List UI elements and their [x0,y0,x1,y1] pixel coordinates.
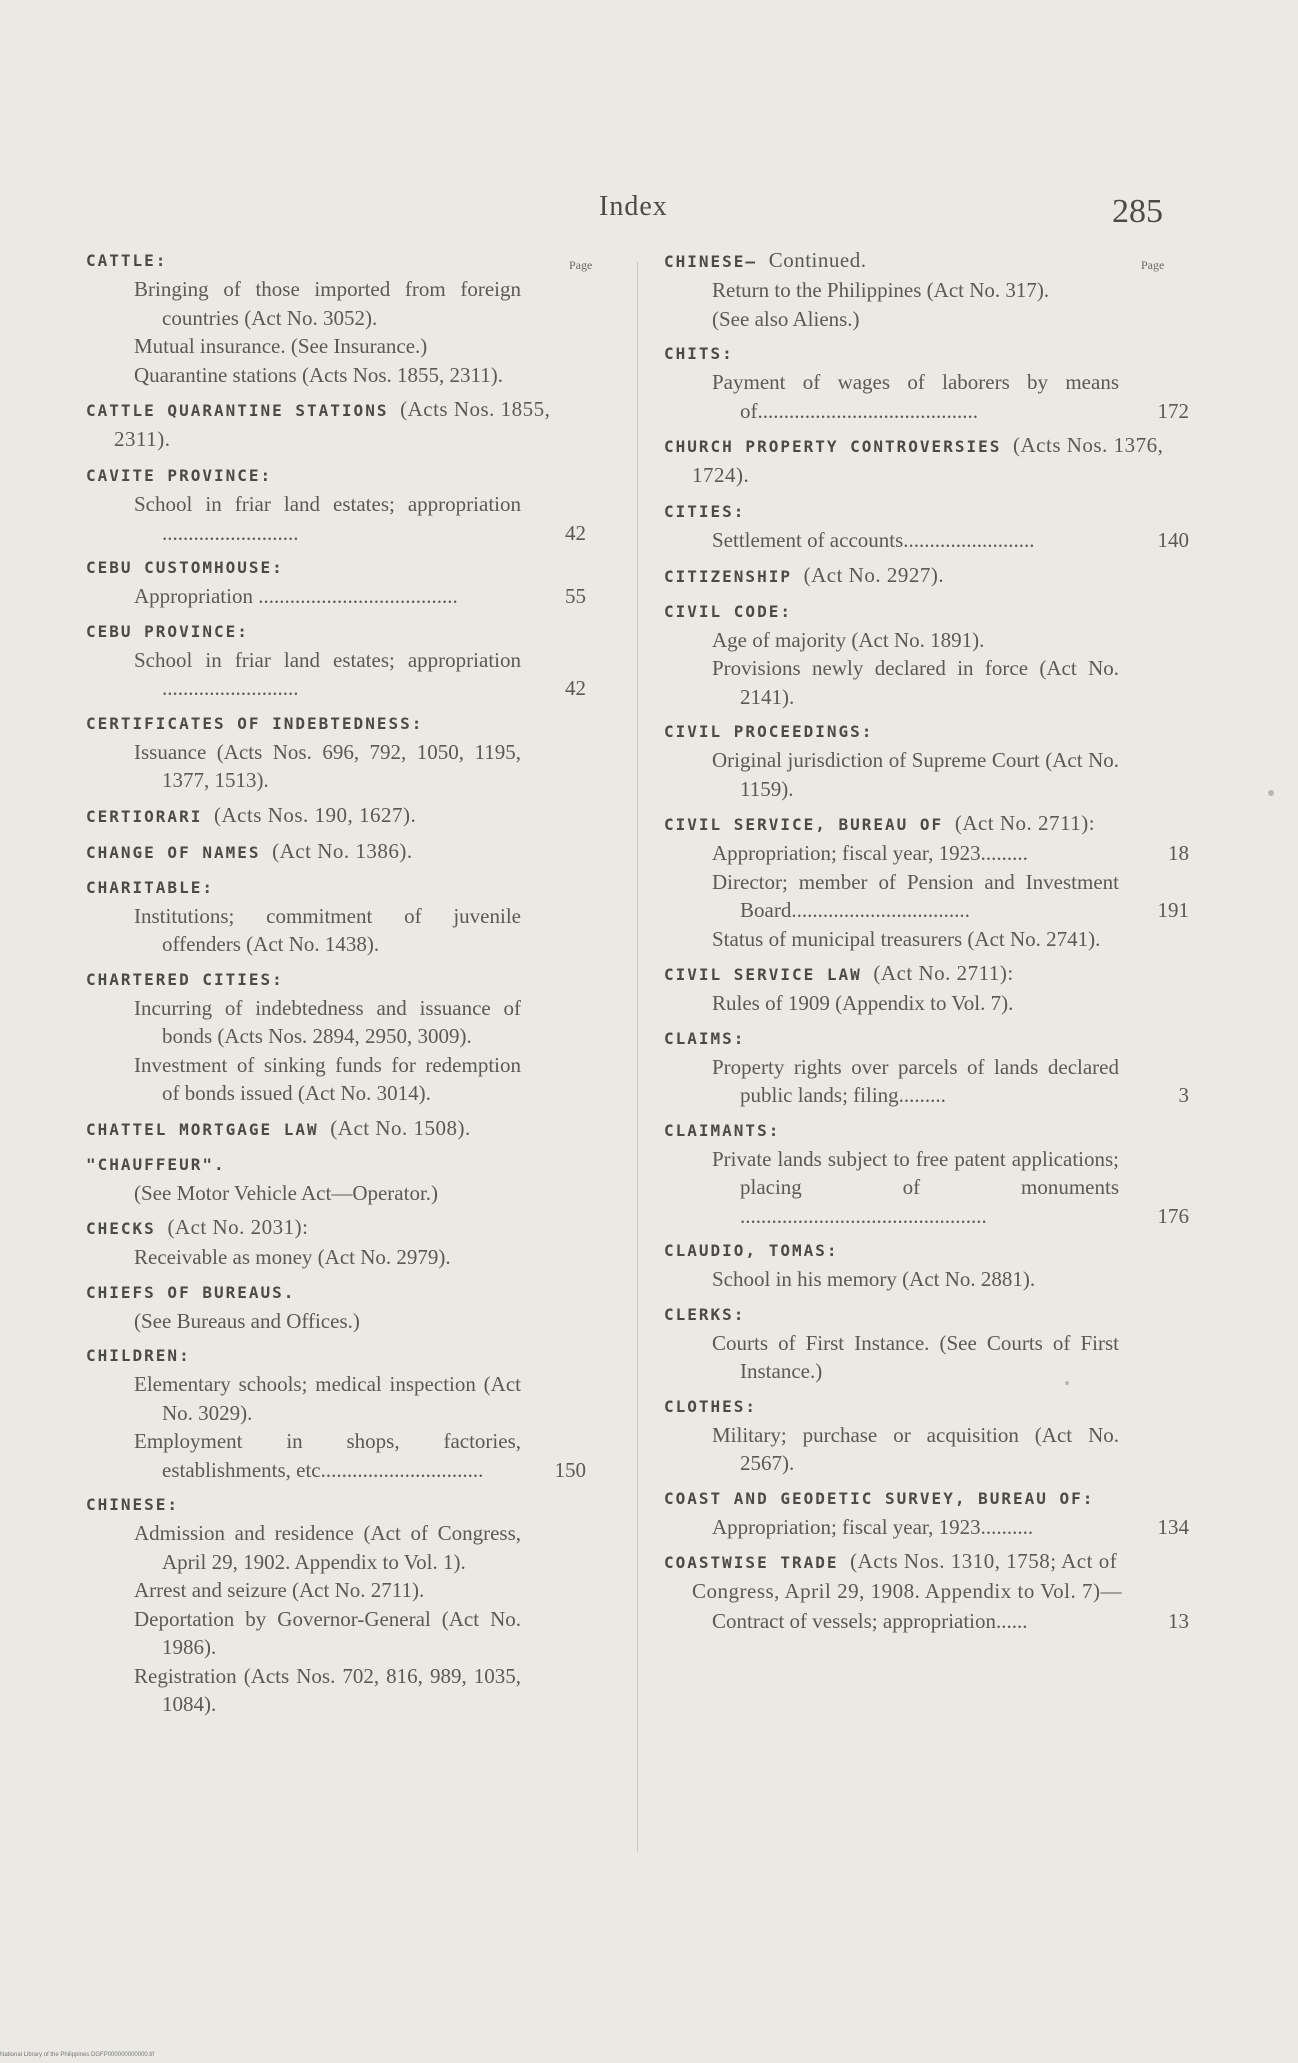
entry-heading-text: CEBU CUSTOMHOUSE: [86,558,284,577]
entry-heading-text: CAVITE PROVINCE: [86,466,273,485]
entry-heading [86,1213,586,1243]
index-entry [664,959,1189,1018]
entry-heading [664,1236,1189,1265]
sub-entry [664,868,1189,925]
sub-entry-page-ref: 150 [554,1457,586,1482]
index-entry [664,561,1189,591]
sub-entry-text: Institutions; commitment of juvenile offenders (Act No. 1438). [134,903,521,956]
sub-entry [664,1607,1189,1636]
index-entry [86,1278,586,1336]
sub-entry [86,994,586,1051]
column-divider [637,262,638,1852]
index-entry [664,1236,1189,1294]
sub-entry-text: Registration (Acts Nos. 702, 816, 989, 1035, 1084). [134,1663,521,1716]
sub-entry [86,1519,586,1576]
index-entry [664,1024,1189,1110]
right-column [664,246,1189,1642]
entry-heading-text: CIVIL SERVICE, BUREAU OF [664,815,944,834]
entry-heading-text: CHITS: [664,344,734,363]
entry-heading-reference: (Act No. 2711): [873,961,1014,985]
entry-heading [664,1392,1189,1421]
sub-entry-text: Payment of wages of laborers by means of.......................................... [712,370,1119,423]
entry-heading [86,553,586,582]
entry-heading-reference: Continued. [768,248,867,272]
entry-heading-reference: (Acts Nos. 1855, 2311). [114,397,551,451]
entry-heading-text: CHINESE— [664,252,758,271]
index-entry [86,246,586,389]
sub-entry-text: Arrest and seizure (Act No. 2711). [134,1578,425,1602]
entry-heading [664,597,1189,626]
entry-heading [664,1547,1189,1607]
index-entry [664,1116,1189,1231]
sub-entry [664,1513,1189,1542]
entry-heading [86,1278,586,1307]
entry-heading-text: CIVIL PROCEEDINGS: [664,722,874,741]
sub-entry [86,1605,586,1662]
entry-heading [86,1150,586,1179]
index-entry [664,1484,1189,1542]
sub-entry [664,1053,1189,1110]
sub-entry-text: Provisions newly declared in force (Act No. 2141). [712,656,1119,709]
entry-heading [86,461,586,490]
sub-entry-text: Contract of vessels; appropriation...... [712,1609,1028,1633]
sub-entry [86,1576,586,1605]
sub-entry [86,1307,586,1336]
running-head: Index [599,191,668,222]
sub-entry-text: Bringing of those imported from foreign countries (Act No. 3052). [134,277,521,330]
sub-entry [664,276,1189,305]
entry-heading [86,801,586,831]
entry-heading-text: CHILDREN: [86,1346,191,1365]
entry-heading [664,497,1189,526]
sub-entry-text: (See Motor Vehicle Act—Operator.) [134,1180,439,1205]
entry-heading [664,1300,1189,1329]
sub-entry-page-ref: 191 [1157,898,1189,922]
entry-heading [86,709,586,738]
index-entry [664,1300,1189,1386]
sub-entry [86,490,586,547]
sub-entry [664,839,1189,868]
sub-entry-text: School in friar land estates; appropriation .......................... [134,492,521,545]
page-smudge [1268,790,1274,796]
index-entry [86,1213,586,1272]
entry-heading-text: CHURCH PROPERTY CONTROVERSIES [664,437,1002,456]
entry-heading-text: CHATTEL MORTGAGE LAW [86,1119,319,1139]
sub-entry-text: Original jurisdiction of Supreme Court (Act No. 1159). [712,748,1119,801]
entry-heading [86,617,586,646]
index-entry [86,1490,586,1719]
sub-entry [86,1051,586,1108]
sub-entry-text: Admission and residence (Act of Congress, April 29, 1902. Appendix to Vol. 1). [134,1521,521,1574]
sub-entry-page-ref: 13 [1168,1609,1189,1633]
index-entry [86,553,586,611]
sub-entry-text: Director; member of Pension and Investment Board.................................. [712,869,1119,922]
entry-heading-text: "CHAUFFEUR". [86,1154,226,1174]
entry-heading [664,809,1189,839]
sub-entry [86,1179,586,1208]
sub-entry [86,1243,586,1272]
entry-heading-reference: (Act No. 2711): [954,811,1096,835]
entry-heading [86,873,586,902]
sub-entry [86,1427,586,1484]
sub-entry-text: Investment of sinking funds for redemption of bonds issued (Act No. 3014). [134,1052,521,1105]
entry-heading [664,959,1189,989]
sub-entry [86,902,586,959]
index-entry [664,717,1189,803]
entry-heading-reference: (Act No. 2927). [803,562,945,587]
sub-entry-text: Military; purchase or acquisition (Act No. 2567). [712,1422,1119,1475]
sub-entry [664,1145,1189,1231]
sub-entry-page-ref: 18 [1168,841,1189,865]
entry-heading-text: CIVIL SERVICE LAW [664,965,862,984]
index-entry [86,1341,586,1484]
entry-heading-text: CLOTHES: [664,1396,758,1416]
entry-heading-reference: (Act No. 2031): [167,1215,309,1239]
entry-heading-text: CHIEFS OF BUREAUS. [86,1282,296,1302]
sub-entry [86,361,586,390]
sub-entry [664,1329,1189,1386]
entry-heading-reference: (Act No. 1508). [330,1115,471,1140]
entry-heading-text: CATTLE QUARANTINE STATIONS [86,401,389,420]
left-column [86,246,586,1725]
sub-entry-page-ref: 134 [1157,1514,1189,1539]
sub-entry [664,1265,1189,1294]
entry-heading-reference: (Act No. 1386). [272,838,413,863]
sub-entry-text: Appropriation; fiscal year, 1923.......... [712,1514,1034,1539]
entry-heading-text: CATTLE: [86,251,168,270]
entry-heading-text: CHECKS [86,1219,156,1238]
index-entry [664,597,1189,712]
sub-entry [664,305,1189,334]
entry-heading-text: CERTIFICATES OF INDEBTEDNESS: [86,713,424,733]
sub-entry-text: Employment in shops, factories, establishments, etc............................... [134,1429,521,1482]
index-entry [664,1392,1189,1478]
sub-entry-text: Receivable as money (Act No. 2979). [134,1245,451,1269]
entry-heading [664,431,1189,491]
sub-entry-text: (See Bureaus and Offices.) [134,1308,360,1333]
index-entry [86,837,586,867]
sub-entry [664,1421,1189,1478]
page-number: 285 [1112,193,1163,230]
sub-entry-text: Private lands subject to free patent applications; placing of monuments ............................................... [712,1146,1119,1228]
sub-entry [86,738,586,795]
sub-entry [664,368,1189,425]
entry-heading-text: CIVIL CODE: [664,601,792,621]
index-entry [664,246,1189,333]
entry-heading-text: CHARTERED CITIES: [86,969,284,989]
page-smudge [1065,1381,1069,1385]
sub-entry-page-ref: 172 [1157,398,1189,423]
index-entry [664,431,1189,491]
entry-heading-text: CERTIORARI [86,806,203,826]
index-entry [664,497,1189,555]
entry-heading-text: COASTWISE TRADE [664,1553,839,1572]
sub-entry-page-ref: 42 [565,676,586,700]
sub-entry-text: Elementary schools; medical inspection (Act No. 3029). [134,1372,521,1425]
sub-entry-page-ref: 3 [1178,1083,1189,1107]
sub-entry [86,1370,586,1427]
sub-entry [664,746,1189,803]
sub-entry-page-ref: 42 [565,520,586,545]
scan-footer: National Library of the Philippines DGFP000000000000.tif [0,2052,155,2058]
entry-heading [664,1024,1189,1053]
index-entry [86,461,586,547]
sub-entry [664,989,1189,1018]
index-entry [86,617,586,703]
sub-entry-text: Settlement of accounts......................... [712,528,1035,552]
sub-entry-text: Quarantine stations (Acts Nos. 1855, 2311). [134,362,503,387]
entry-heading [664,246,1189,276]
sub-entry-text: Courts of First Instance. (See Courts of First Instance.) [712,1330,1119,1383]
entry-heading-text: CHANGE OF NAMES [86,842,261,862]
sub-entry-text: Rules of 1909 (Appendix to Vol. 7). [712,991,1014,1015]
entry-heading [664,717,1189,746]
sub-entry-text: Age of majority (Act No. 1891). [712,627,985,652]
sub-entry [86,275,586,332]
sub-entry-text: (See also Aliens.) [712,306,860,331]
sub-entry-text: School in his memory (Act No. 2881). [712,1267,1036,1291]
index-entry [86,873,586,959]
sub-entry-page-ref: 176 [1157,1203,1189,1228]
sub-entry-text: Property rights over parcels of lands declared public lands; filing......... [712,1054,1119,1107]
sub-entry [664,925,1189,954]
sub-entry-text: Return to the Philippines (Act No. 317). [712,278,1050,302]
entry-heading-text: CLERKS: [664,1304,746,1324]
sub-entry [86,332,586,361]
index-entry [664,809,1189,953]
entry-heading-text: CLAIMANTS: [664,1120,781,1140]
page-column-label-right: Page [1141,258,1165,272]
sub-entry-text: Appropriation ...................................... [134,584,458,608]
sub-entry-text: Incurring of indebtedness and issuance of bonds (Acts Nos. 2894, 2950, 3009). [134,995,521,1048]
index-entry [86,1150,586,1208]
entry-heading-text: CHARITABLE: [86,877,214,897]
entry-heading [86,965,586,994]
index-entry [86,709,586,795]
entry-heading-text: CLAUDIO, TOMAS: [664,1241,839,1260]
entry-heading [664,1116,1189,1145]
index-entry [86,395,586,455]
sub-entry-text: Deportation by Governor-General (Act No. 1986). [134,1606,521,1659]
entry-heading-text: CLAIMS: [664,1028,746,1048]
entry-heading-text: CITIES: [664,502,746,521]
sub-entry-text: Appropriation; fiscal year, 1923......... [712,841,1028,865]
index-entry [664,1547,1189,1636]
entry-heading [664,339,1189,368]
sub-entry-text: Mutual insurance. (See Insurance.) [134,334,428,358]
sub-entry [664,526,1189,555]
entry-heading-text: CEBU PROVINCE: [86,621,249,641]
index-entry [86,965,586,1108]
entry-heading [86,1114,586,1144]
entry-heading-reference: (Acts Nos. 1376, 1724). [692,433,1164,487]
index-entry [664,339,1189,425]
index-entry [86,1114,586,1144]
sub-entry [86,1662,586,1719]
index-entry [86,801,586,831]
sub-entry [86,582,586,611]
entry-heading [86,395,586,455]
sub-entry-text: Issuance (Acts Nos. 696, 792, 1050, 1195, 1377, 1513). [134,739,521,792]
sub-entry [86,646,586,703]
page-column-label-left: Page [569,258,593,272]
entry-heading [86,837,586,867]
sub-entry-page-ref: 55 [565,584,586,608]
entry-heading-text: CITIZENSHIP [664,566,792,586]
entry-heading-reference: (Acts Nos. 190, 1627). [213,802,417,827]
entry-heading [664,1484,1189,1513]
sub-entry-text: School in friar land estates; appropriation .......................... [134,647,521,700]
entry-heading [86,1490,586,1519]
entry-heading-text: CHINESE: [86,1495,180,1514]
entry-heading-reference: (Acts Nos. 1310, 1758; Act of Congress, April 29, 1908. Appendix to Vol. 7)— [692,1549,1122,1603]
entry-heading-text: COAST AND GEODETIC SURVEY, BUREAU OF: [664,1488,1095,1508]
sub-entry-page-ref: 140 [1157,528,1189,552]
entry-heading [664,561,1189,591]
sub-entry [664,654,1189,711]
sub-entry-text: Status of municipal treasurers (Act No. 2741). [712,926,1101,951]
sub-entry [664,626,1189,655]
entry-heading [86,246,586,275]
entry-heading [86,1341,586,1370]
